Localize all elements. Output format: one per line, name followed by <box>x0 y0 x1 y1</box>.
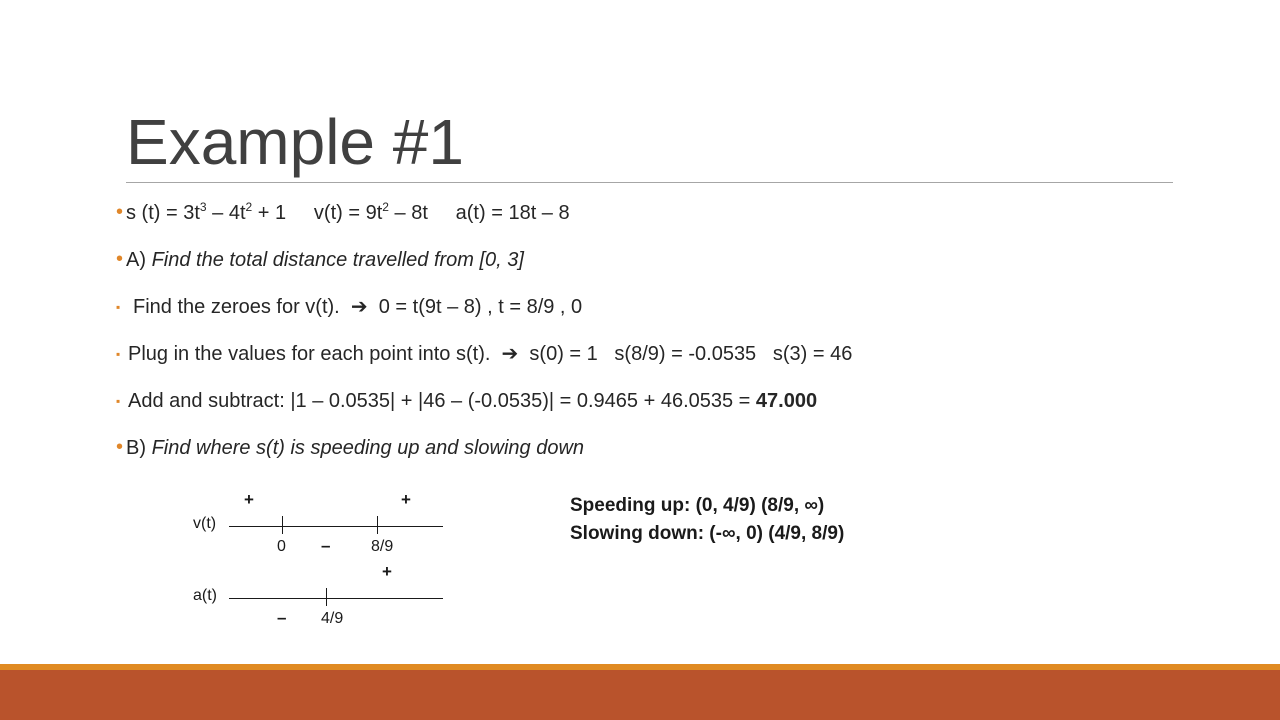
part-a-prefix: A) <box>126 249 152 271</box>
v-tick-zero: 0 <box>277 538 286 555</box>
part-b-text <box>126 433 584 463</box>
plug-in-text: Plug in the values for each point into s(t). ➔ s(0) = 1 s(8/9) = -0.0535 s(3) = 46 <box>128 343 853 365</box>
speeding-up-answer: Speeding up: (0, 4/9) (8/9, ∞) <box>570 495 825 516</box>
exponent: 2 <box>245 200 253 214</box>
a-tick-four-ninths: 4/9 <box>321 610 344 627</box>
add-subtract-text <box>128 386 817 416</box>
exponent: 3 <box>199 200 207 214</box>
exponent: 2 <box>382 200 389 214</box>
bullet-functions <box>116 198 1216 245</box>
zeroes-text: Find the zeroes for v(t). ➔ 0 = t(9t – 8) , t = 8/9 , 0 <box>133 296 583 318</box>
bullet-add-subtract <box>116 386 1216 433</box>
bullet-list <box>116 198 1216 480</box>
bullet-marker: • <box>116 201 124 223</box>
v-sign-positive-right: + <box>401 490 411 509</box>
bullet-part-a <box>116 245 1216 292</box>
v-sign-positive-left: + <box>244 490 254 509</box>
s-func-part: s (t) = 3t <box>126 202 200 224</box>
v-divider-zero <box>282 516 283 534</box>
footer-band <box>0 670 1280 720</box>
bullet-part-b <box>116 433 1216 480</box>
slowing-down-answer: Slowing down: (-∞, 0) (4/9, 8/9) <box>570 523 845 544</box>
a-label: a(t) <box>193 587 217 604</box>
a-func-part: – 8t a(t) = 18t – 8 <box>388 202 570 224</box>
part-b-question: Find where s(t) is speeding up and slowing down <box>151 437 585 459</box>
add-subtract-expression: Add and subtract: |1 – 0.0535| + |46 – (-0.0535)| = 0.9465 + 46.0535 = <box>128 390 756 412</box>
bullet-plug-in <box>116 339 1216 386</box>
square-bullet-marker: ▪ <box>116 347 121 361</box>
total-distance-result: 47.000 <box>755 390 818 412</box>
sign-chart <box>193 486 453 636</box>
functions-text <box>126 198 570 228</box>
answers-box <box>570 492 844 548</box>
part-a-text <box>126 245 524 275</box>
v-label: v(t) <box>193 515 217 532</box>
a-divider-four-ninths <box>326 588 327 606</box>
bullet-marker: • <box>116 436 124 458</box>
bullet-marker: • <box>116 248 124 270</box>
title-divider <box>126 182 1173 183</box>
slide-title: Example #1 <box>126 106 464 178</box>
v-sign-negative: – <box>321 536 331 555</box>
a-sign-positive: + <box>382 562 392 581</box>
s-func-part: – 4t <box>206 202 246 224</box>
v-tick-eight-ninths: 8/9 <box>371 538 394 555</box>
bullet-zeroes <box>116 292 1216 339</box>
square-bullet-marker: ▪ <box>116 394 121 408</box>
part-b-prefix: B) <box>126 437 152 459</box>
v-func-part: + 1 v(t) = 9t <box>252 202 383 224</box>
part-a-question: Find the total distance travelled from [0, 3] <box>151 249 524 271</box>
v-number-line <box>229 526 443 527</box>
a-number-line <box>229 598 443 599</box>
a-sign-negative: – <box>277 608 287 627</box>
v-divider-eight-ninths <box>377 516 378 534</box>
square-bullet-marker: ▪ <box>116 300 121 314</box>
